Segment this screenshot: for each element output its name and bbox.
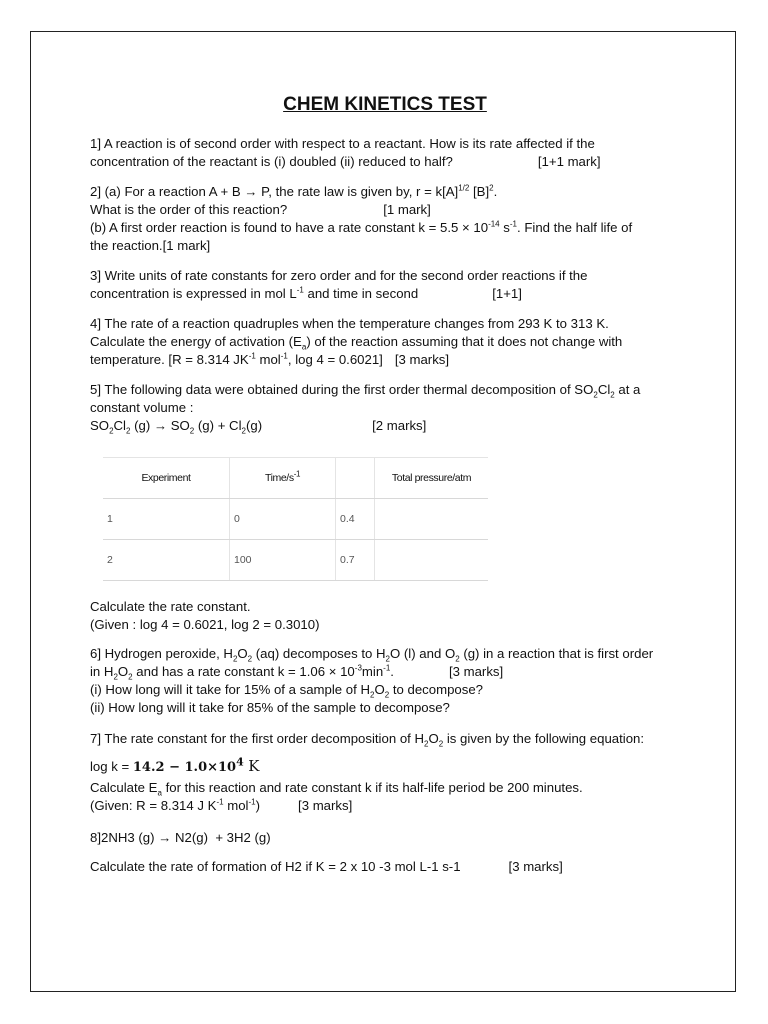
q5-equation: $SO_2Cl_2$ $(g) \to SO_2$ $(g) + Cl_2(g)$ [2 marks] (90, 418, 427, 436)
q2-marks-a: [1 mark] (383, 202, 431, 217)
q1-line1: 1] A reaction is of second order with respect to a reactant. How is its rate affected if the (90, 136, 595, 151)
q1-line2: concentration of the reactant is (i) doubled (ii) reduced to half? [1+1 mark] (90, 154, 601, 169)
table-header-time: Time/$s^{-1}$ (230, 458, 336, 499)
q6-line1: 6] Hydrogen peroxide, $H_2O_2$ (aq) decomposes to $H_2O$ (l) and $O_2$ (g) in a reaction that is first order (90, 646, 654, 664)
question-3 (90, 267, 690, 303)
q2-line1: 2] (a) For a reaction A + B → P, the rate law is given by, $r = k[A]^{1/2}$ $[B]^2$. (90, 183, 498, 199)
table-row (103, 499, 488, 540)
q4-line2: Calculate the energy of activation $(E_a)$ of the reaction assuming that it does not change with (90, 334, 623, 352)
q8-line2: Calculate the rate of formation of H2 if K = 2 x 10 -3 mol L-1 s-1 [3 marks] (90, 859, 563, 874)
q5-line2: constant volume : (90, 400, 194, 415)
q3-marks: [1+1] (492, 286, 522, 301)
q5-after-line2: (Given : log 4 = 0.6021, log 2 = 0.3010) (90, 617, 320, 632)
table-header-blank (336, 458, 375, 499)
q6-line2: in $H_2O_2$ and has a rate constant $k = 1.06 \times 10^{-3}\min^{-1}$. [3 marks] (90, 663, 504, 682)
table-row (103, 540, 488, 581)
table-cell (375, 540, 489, 581)
q7-line3: Calculate $E_a$ for this reaction and rate constant k if its half-life period be 200 minutes. (90, 780, 583, 798)
q4-marks: [3 marks] (394, 352, 450, 367)
table-cell: 0.7 (336, 540, 375, 581)
q3-line1: 3] Write units of rate constants for zero order and for the second order reactions if the (90, 268, 588, 283)
question-5 (90, 381, 690, 435)
table-header-pressure: Total pressure/atm (375, 458, 489, 499)
q7-line1: 7] The rate constant for the first order decomposition of $H_2O_2$ is given by the following equation: (90, 731, 645, 749)
question-4 (90, 315, 690, 369)
q4-line3: temperature. [R = 8.314 $JK^{-1}$ mol$^{-1}$, log 4 = 0.6021] [3 marks] (90, 351, 450, 367)
q5-after (90, 598, 690, 634)
page-title: CHEM KINETICS TEST (283, 94, 487, 115)
q6-part-ii: (ii) How long will it take for 85% of the sample to decompose? (90, 700, 450, 715)
q1-marks: [1+1 mark] (537, 154, 601, 169)
q8-marks: [3 marks] (508, 859, 563, 874)
q7-formula: $\log k = 14.2 - 1.0\times 10^4$ K (90, 755, 260, 775)
question-2 (90, 183, 690, 255)
question-1 (90, 135, 690, 171)
table-header-row (103, 458, 488, 499)
table-header-experiment: Experiment (103, 458, 230, 499)
q2-line4: the reaction.[1 mark] (90, 238, 211, 253)
q8-line1: 8]2NH3 (g) → N2(g) + 3H2 (g) (90, 830, 271, 845)
table-cell: 0.4 (336, 499, 375, 540)
q5-line1: 5] The following data were obtained during the first order thermal decomposition of $SO_2Cl_2$ at a (90, 382, 641, 400)
question-7 (90, 730, 690, 815)
q3-line2: concentration is expressed in mol $L^{-1}$ and time in second [1+1] (90, 285, 522, 301)
question-8 (90, 829, 690, 876)
q7-marks: [3 marks] (298, 798, 353, 813)
q2-line3: (b) A first order reaction is found to have a rate constant $k = 5.5 \times 10^{-14}$ $s^{-1}$. Find the half life of (90, 219, 633, 235)
table-cell: 1 (103, 499, 230, 540)
pressure-data-table (103, 457, 488, 581)
q5-marks: [2 marks] (372, 418, 427, 433)
q7-line4: (Given: R = 8.314 J $K^{-1}$ mol$^{-1}$) [3 marks] (90, 797, 353, 813)
q6-marks: [3 marks] (448, 664, 504, 679)
q4-line1: 4] The rate of a reaction quadruples when the temperature changes from 293 K to 313 K. (90, 316, 609, 331)
q5-after-line1: Calculate the rate constant. (90, 599, 251, 614)
table-cell: 2 (103, 540, 230, 581)
question-6 (90, 645, 690, 717)
q2-line2: What is the order of this reaction? [1 mark] (90, 202, 431, 217)
table-cell: 100 (230, 540, 336, 581)
table-cell: 0 (230, 499, 336, 540)
q6-part-i: (i) How long will it take for 15% of a sample of $H_2O_2$ to decompose? (90, 682, 483, 700)
table-cell (375, 499, 489, 540)
